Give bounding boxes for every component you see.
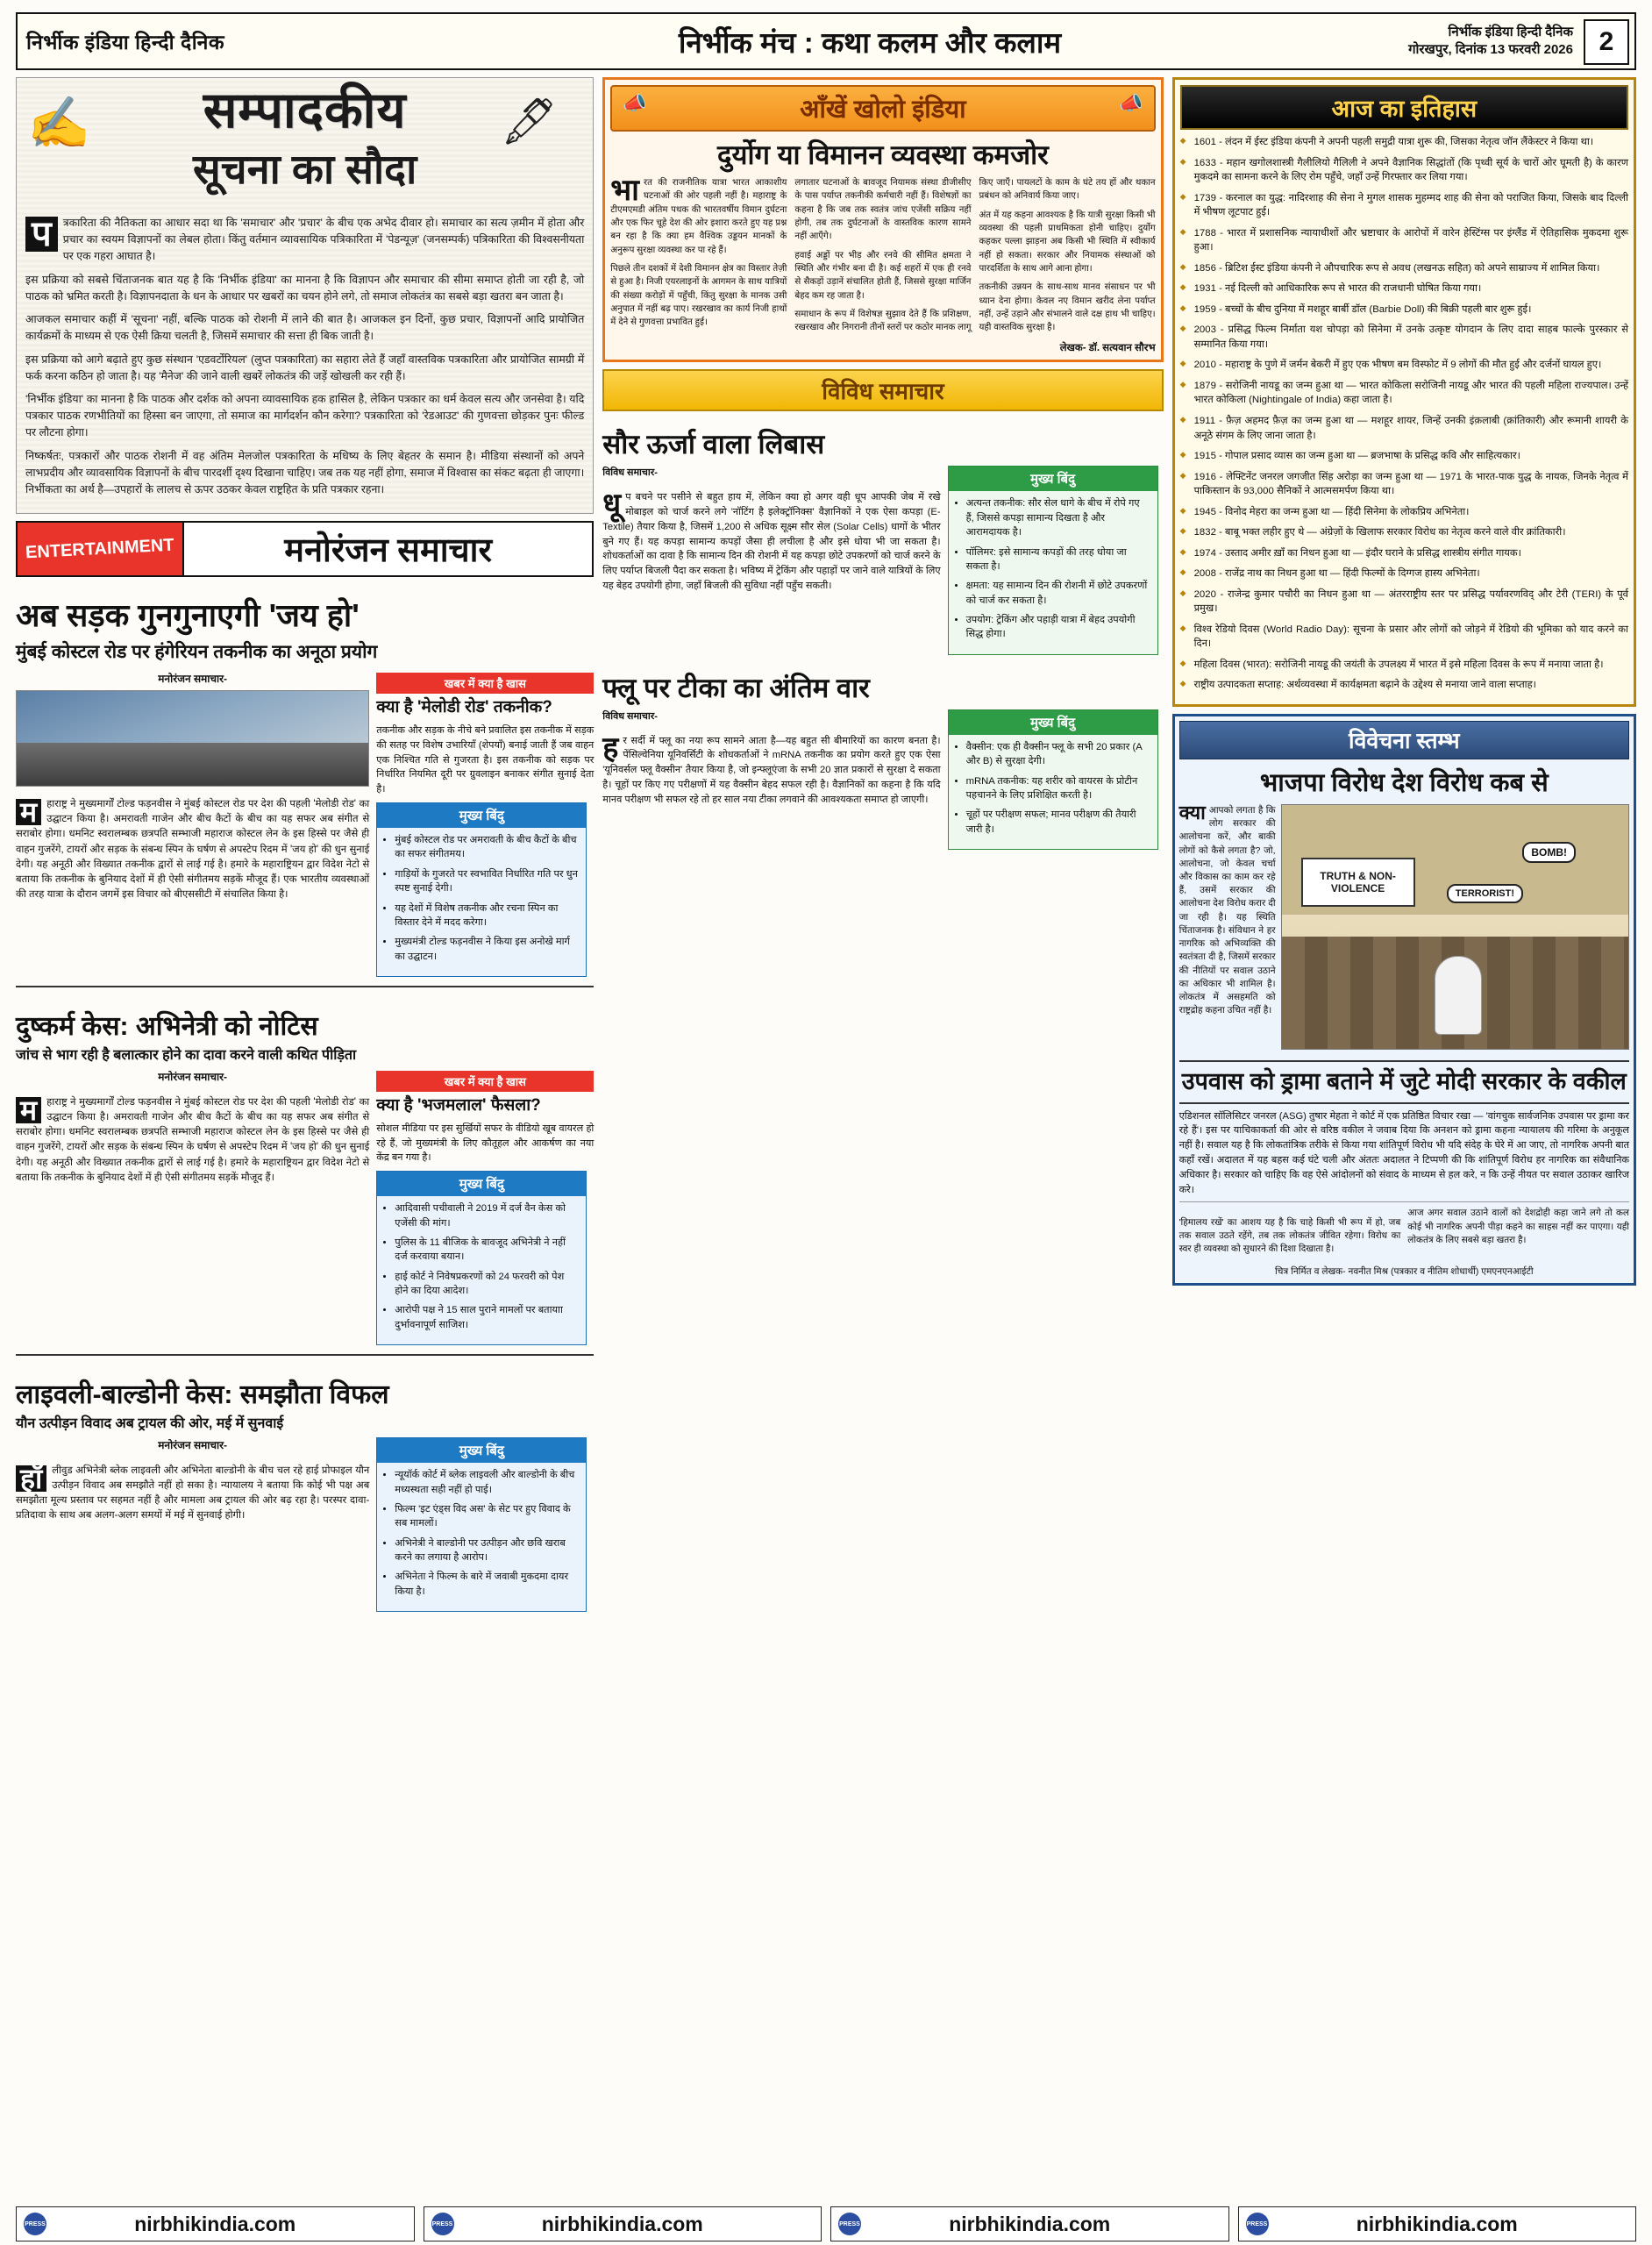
aankhen-para-4: समाधान के रूप में विशेषज्ञ सुझाव देते हैं कि प्रशिक्षण, रखरखाव और निगरानी तीनों स्तरों पर कठोर मानक लागू किए जाएँ। पायलटों के काम के घंटे तय हों और थकान प्रबंधन को अनिवार्य किया जाए। <box>794 178 1156 333</box>
aankhen-para-3: हवाई अड्डों पर भीड़ और रनवे की सीमित क्षमता ने स्थिति और गंभीर बना दी है। कई शहरों में एक ही रनवे से सैकड़ों उड़ानें संचालित होती हैं, जिससे सुरक्षा मार्जिन बेहद कम रह जाता है। <box>794 250 972 301</box>
editorial-para-0: प त्रकारिता की नैतिकता का आधार सदा था कि 'समाचार' और 'प्रचार' के बीच एक अभेद दीवार हो। समाचार का सत्य ज़मीन में होता और प्रचार का स्वयम विज्ञापनों का लेबल होता। किंतु वर्तमान व्यावसायिक पत्रिकारिता में 'पेडन्यूज़' (जनसम्पर्क) पत्रिकारिता की विश्वसनीयता पर एक गहरा आघात है। <box>25 215 584 266</box>
story-subhead: जांच से भाग रही है बलात्कार होने का दावा करने वाली कथित पीड़िता <box>16 1048 357 1064</box>
entertainment-logo-text: ENTERTAINMENT <box>20 533 181 565</box>
list-item: ◆ 1879 - सरोजिनी नायडू का जन्म हुआ था — भारत कोकिला सरोजिनी नायडू और भारत की पहली महिला राज्यपाल। उन्हें भारत कोकिला (Nightingale of India) कहा जाता है। <box>1180 379 1628 408</box>
vividh-story-0 <box>602 418 1163 654</box>
story-grid <box>16 671 594 977</box>
aankhen-headline: दुर्योग या विमानन व्यवस्था कमजोर <box>717 139 1049 170</box>
story-photo <box>16 690 369 787</box>
story-text-column <box>16 1437 369 1612</box>
list-item: ◆ 1739 - करनाल का युद्ध: नादिरशाह की सेना ने मुगल शासक मुहम्मद शाह की सेना को पराजित किया, जिसके बाद दिल्ली में भीषण लूटपाट हुई। <box>1180 191 1628 220</box>
story-side-column <box>376 671 594 977</box>
entertainment-logo <box>18 523 184 575</box>
masthead-date: गोरखपुर, दिनांक 13 फरवरी 2026 <box>1408 42 1573 57</box>
list-item: • आदिवासी पचीवाली ने 2019 में दर्ज वैन केस को एजेंसी की मांग। <box>395 1201 579 1230</box>
aankhen-banner <box>610 85 1155 132</box>
vivechna-col-left: 'हिमालय रखें' का आशय यह है कि चाहे किसी भी रूप में हो, जब तक सवाल उठते रहेंगे, तब तक लोकतंत्र जीवित रहेगा। विरोध का स्वर ही व्यवस्था को सुधारने की दिशा दिखाता है। <box>1178 1217 1401 1255</box>
story-subhead: यौन उत्पीड़न विवाद अब ट्रायल की ओर, मई में सुनवाई <box>16 1416 284 1432</box>
aankhen-para-6: तकनीकी उन्नयन के साथ-साथ मानव संसाधन पर भी ध्यान देना होगा। केवल नए विमान खरीद लेना पर्याप्त नहीं, उन्हें उड़ाने और संभालने वाले दक्ष हाथ भी चाहिए। यही वास्तविक सुरक्षा है। <box>979 282 1156 333</box>
vivechna-credit: चित्र निर्मित व लेखक- नवनीत मिश्र (पत्रकार व नीतिम शोधार्थी) एमएनएनआईटी <box>1275 1266 1534 1278</box>
entertainment-story-0 <box>16 584 594 987</box>
footer-site-4[interactable] <box>1238 2206 1637 2241</box>
column-two <box>602 77 1163 2191</box>
story-subhead: मुंबई कोस्टल रोड पर हंगेरियन तकनीक का अनूठा प्रयोग <box>16 642 378 663</box>
story-text-column <box>602 709 940 850</box>
masthead <box>16 12 1636 70</box>
keypoints-list <box>377 828 586 976</box>
vivechna-block <box>1172 714 1636 1286</box>
vivechna-dropcap: क्या <box>1178 801 1206 823</box>
press-stamp-icon: PRESS <box>1246 2213 1269 2235</box>
vivechna-headline: भाजपा विरोध देश विरोध कब से <box>1259 768 1549 797</box>
story-body: धूप बचने पर पसीने से बहुत हाय में, लेकिन क्या हो अगर वही धूप आपकी जेब में रखे मोबाइल को चार्ज करने लगे 'नॉटिंग है इलेक्ट्रॉनिक्स' वैज्ञानिकों ने एक ऐसा कपड़ा (E-Textile) तैयार किया है, जिसमें 1,200 से अधिक सूक्ष्म सौर सेल (Solar Cells) धागों के भीतर बुने गए हैं। यह कपड़ा सामान्य कपड़ों जैसा ही लचीला है और इसे धोया भी जा सकता है। शोधकर्ताओं का दावा है कि सामान्य दिन की रोशनी में यह कपड़ा छोटे उपकरणों को चार्ज करने के लिए पर्याप्त बिजली पैदा कर सकता है। भविष्य में ट्रेकिंग और पहाड़ों पर जाने वाले यात्रियों के लिए यह बेहद उपयोगी होगा, जहाँ बिजली की सुविधा नहीं पहुँच सकती। <box>602 488 941 591</box>
list-item: • पुलिस के 11 बीजिक के बावजूद अभिनेत्री ने नहीं दर्ज करवाया बयान। <box>395 1236 579 1265</box>
story-note-label: खबर में क्या है खास <box>376 1071 594 1092</box>
keypoints-list <box>949 491 1157 653</box>
column-one <box>16 77 594 2191</box>
list-item: ◆ 1959 - बच्चों के बीच दुनिया में मशहूर बार्बी डॉल (Barbie Doll) की बिक्री पहली बार शुरू हुई। <box>1180 303 1628 317</box>
footer-site-label: nirbhikindia.com <box>541 2212 703 2235</box>
story-byline: मनोरंजन समाचार- <box>158 1071 228 1084</box>
cartoon-sign: TRUTH & NON-VIOLENCE <box>1301 858 1415 907</box>
list-item: • फिल्म 'इट एंड्स विद अस' के सेट पर हुए विवाद के सब मामलों। <box>395 1502 579 1531</box>
list-item: ◆ महिला दिवस (भारत): सरोजिनी नायडू की जयंती के उपलक्ष्य में भारत में इसे महिला दिवस के रूप में मनाया जाता है। <box>1180 658 1628 673</box>
car-shape <box>43 757 73 770</box>
story-keypoints-box <box>376 1437 587 1612</box>
story-note-question: क्या है 'मेलोडी रोड' तकनीक? <box>376 698 552 717</box>
list-item: ◆ 1911 - फ़ैज़ अहमद फ़ैज़ का जन्म हुआ था — मशहूर शायर, जिन्हें उनकी इंक़लाबी (क्रांतिकारी) और रूमानी शायरी के अनूठे संगम के लिए जाना जाता है। <box>1180 414 1628 443</box>
list-item: • हाई कोर्ट ने निवेषप्रकरणों को 24 फरवरी को पेश होने का दिया आदेश। <box>395 1270 579 1299</box>
list-item: • क्षमता: यह सामान्य दिन की रोशनी में छोटे उपकरणों को चार्ज कर सकता है। <box>966 579 1150 608</box>
list-item: • अभिनेत्री ने बाल्डोनी पर उत्पीड़न और छवि खराब करने का लगाया है आरोप। <box>395 1536 579 1565</box>
list-item: • उपयोग: ट्रेकिंग और पहाड़ी यात्रा में बेहद उपयोगी सिद्ध होगा। <box>966 613 1150 642</box>
story-note-label: खबर में क्या है खास <box>376 673 594 694</box>
history-banner: आज का इतिहास <box>1180 85 1628 130</box>
megaphone-icon-left: 📣 <box>623 92 647 114</box>
list-item: ◆ विश्व रेडियो दिवस (World Radio Day): सूचना के प्रसार और लोगों को जोड़ने में रेडियो की भूमिका को याद करने का दिन। <box>1180 623 1628 652</box>
cartoon-figure <box>1435 956 1482 1035</box>
content-columns <box>16 77 1636 2191</box>
vivechna-banner: विवेचना स्तम्भ <box>1179 721 1629 759</box>
list-item: • यह देशों में विशेष तकनीक और रचना स्पिन का विस्तार देने में मदद करेगा। <box>395 902 579 930</box>
editorial-label: सम्पादकीय <box>203 82 407 139</box>
page-number: 2 <box>1584 19 1629 65</box>
vivechna-body: एडिशनल सॉलिसिटर जनरल (ASG) तुषार मेहता ने कोर्ट में एक प्रतिष्ठित विचार रखा — 'वांगचुक सार्वजनिक उपवास पर ड्रामा कर रहे हैं'। इस पर याचिकाकर्ता की ओर से वरिष्ठ वकील ने जवाब दिया कि अनशन को ड्रामा कहना न्यायालय की गरिमा के अनुकूल नहीं है। सवाल यह है कि लोकतांत्रिक तरीके से किया गया शांतिपूर्ण विरोध भी यदि संदेह के घेरे में आ जाए, तो नागरिक अपनी बात कहाँ रखें। अदालत में यह बहस कई घंटे चली और अंततः अदालत ने टिप्पणी की कि शांतिपूर्ण विरोध हर नागरिक का संवैधानिक अधिकार है। सरकार को चाहिए कि वह ऐसे आंदोलनों को संवाद के माध्यम से हल करे, न कि उन्हें नीयत पर सवाल उठाकर खारिज करे। <box>1178 1110 1629 1195</box>
vivechna-col-right: आज अगर सवाल उठाने वालों को देशद्रोही कहा जाने लगे तो कल कोई भी नागरिक अपनी पीड़ा कहने का साहस नहीं कर पाएगा। यही लोकतंत्र के लिए सबसे बड़ा खतरा है। <box>1407 1208 1629 1245</box>
list-item: ◆ 1788 - भारत में प्रशासनिक न्यायाधीशों और भ्रष्टाचार के आरोपों में वारेन हेस्टिंग्स पर इंग्लैंड में ऐतिहासिक मुकदमा शुरू हुआ। <box>1180 226 1628 255</box>
keypoints-title: मुख्य बिंदु <box>949 710 1157 735</box>
aankhen-author: लेखक- डॉ. सत्यवान सौरभ <box>1059 343 1156 354</box>
list-item: • अत्यन्त तकनीक: सौर सेल धागे के बीच में रोपे गए हैं, जिससे कपड़ा सामान्य दिखता है और आरामदायक है। <box>966 496 1150 539</box>
story-note-question: क्या है 'भजमलाल' फैसला? <box>376 1096 541 1115</box>
footer-site-label: nirbhikindia.com <box>1356 2212 1518 2235</box>
footer-site-label: nirbhikindia.com <box>134 2212 296 2235</box>
keypoints-list <box>949 735 1157 849</box>
history-block <box>1172 77 1636 707</box>
story-headline: अब सड़क गुनगुनाएगी 'जय हो' <box>16 597 360 634</box>
story-byline: मनोरंजन समाचार- <box>158 1439 228 1452</box>
keypoints-title: मुख्य बिंदु <box>377 1438 586 1463</box>
story-side-column <box>376 1069 594 1345</box>
vivechna-two-column <box>1179 1207 1629 1260</box>
press-stamp-icon: PRESS <box>431 2213 454 2235</box>
list-item: • आरोपी पक्ष ने 15 साल पुराने मामलों पर बतायाा दुर्भावनापूर्ण साजिश। <box>395 1303 579 1332</box>
keypoints-list <box>377 1196 586 1344</box>
list-item: • गाड़ियों के गुजरते पर स्वभावित निर्धारित गति पर धुन स्पष्ट सुनाई देगी। <box>395 867 579 896</box>
list-item: • mRNA तकनीक: यह शरीर को वायरस के प्रोटीन पहचानने के लिए प्रशिक्षित करती है। <box>966 774 1150 803</box>
vividh-story-1 <box>602 662 1163 850</box>
story-dropcap: म <box>16 1097 41 1123</box>
divider <box>1179 1201 1629 1202</box>
list-item: ◆ राष्ट्रीय उत्पादकता सप्ताह: अर्थव्यवस्था में कार्यक्षमता बढ़ाने के उद्देश्य से मनाया जाने वाला सप्ताह। <box>1180 678 1628 693</box>
masthead-right-title: निर्भीक इंडिया हिन्दी दैनिक <box>1448 24 1573 39</box>
list-item: ◆ 1633 - महान खगोलशास्त्री गैलीलियो गैलिली ने अपने वैज्ञानिक सिद्धांतों (कि पृथ्वी सूर्य के चारों ओर घूमती है) के कारण मुकदमे का सामना करने के लिए रोम पहुँचे, जहाँ उन्हें गिरफ्तार कर लिया गया। <box>1180 156 1628 185</box>
footer-site-3[interactable] <box>830 2206 1229 2241</box>
vividh-banner: विविध समाचार <box>602 369 1163 411</box>
list-item: ◆ 2020 - राजेन्द्र कुमार पचौरी का निधन हुआ था — अंतरराष्ट्रीय स्तर पर प्रसिद्ध पर्यावरणविद् और टेरी (TERI) के पूर्व प्रमुख। <box>1180 588 1628 616</box>
list-item: • चूहों पर परीक्षण सफल; मानव परीक्षण की तैयारी जारी है। <box>966 808 1150 837</box>
car-shape-2 <box>122 745 148 756</box>
story-byline: विविध समाचार- <box>602 710 658 722</box>
aankhen-para-0: भारत की राजनीतिक यात्रा भारत आकाशीय घटनाओं की ओर पहली नहीं है। महाराष्ट्र के टीएमएमडी अंतिम पथक की भारतवर्षीय विमान दुर्घटना और एक फिर चूहे देश की ओर इशारा करते हुए यह प्रश्न बन रहा है कि क्या हम वैश्विक उड्डयन मानकों के अनुरूप सुरक्षा व्यवस्था कर पा रहे हैं। <box>610 174 787 255</box>
entertainment-story-2 <box>16 1370 594 1621</box>
story-byline: मनोरंजन समाचार- <box>158 673 228 686</box>
list-item: ◆ 1832 - बाबू भक्त लहीर हुए थे — अंग्रेज़ों के खिलाफ सरकार विरोध का नेतृत्व करने वाले वीर क्रांतिकारी। <box>1180 525 1628 540</box>
editorial-para-5: निष्कर्षतः, पत्रकारों और पाठक रोशनी में वह अंतिम मेलजोल पत्रकारिता के मधिष्य के लिए बेहतर के समान है। मीडिया संस्थानों को अपने लाभप्रदीय और व्यावसायिक विज्ञापनों के बीच पारदर्शी दृश्य दिखाना चाहिए। जब तक यह नहीं होगा, समाज में विश्वास का संकट बढ़ता ही जाएगा। निर्भीकता का अर्थ है—उपहारों के लालच से ऊपर उठकर केवल राष्ट्रहित के प्रति पत्रकार रहना। <box>25 449 585 496</box>
aankhen-para-5: अंत में यह कहना आवश्यक है कि यात्री सुरक्षा किसी भी व्यवस्था की पहली प्राथमिकता होनी चाहिए। दुर्योग कहकर पल्ला झाड़ना अब किसी भी स्थिति में स्वीकार्य नहीं हो सकता। सरकार और नियामक संस्थाओं को पारदर्शिता के साथ आगे आना होगा। <box>979 210 1156 274</box>
megaphone-icon-right: 📣 <box>1119 92 1143 114</box>
list-item: ◆ 1974 - उस्ताद अमीर ख़ाँ का निधन हुआ था — इंदौर घराने के प्रसिद्ध शास्त्रीय संगीत गायक। <box>1180 546 1628 561</box>
vivechna-intro: क्या आपको लगता है कि लोग सरकार की आलोचना करें, और बाकी लोगों को कैसे लगता है? जो, आलोचना, जो केवल चर्चा और विकास का काम कर रहे हैं, उसमें सरकार की आलोचना देश विरोध करार दी जा रही है। यह स्थिति चिंताजनक है। संविधान ने हर नागरिक को अभिव्यक्ति की स्वतंत्रता दी है, जिसमें सरकार की नीतियों पर सवाल उठाने का अधिकार भी शामिल है। लोकतंत्र में असहमति को राष्ट्रद्रोह कहना उचित नहीं है। <box>1178 801 1276 1016</box>
editorial-dropcap: प <box>25 217 58 252</box>
aankhen-dropcap: भा <box>610 174 639 208</box>
vivechna-top-grid <box>1178 801 1629 1055</box>
editorial-headline: सूचना का सौदा <box>192 145 417 192</box>
story-body: हर सर्दी में फ्लू का नया रूप सामने आता है—यह बहुत सी बीमारियों का कारण बनता है। पेंसिल्वेनिया यूनिवर्सिटी के शोधकर्ताओं ने mRNA तकनीक का प्रयोग करते हुए एक ऐसा 'यूनिवर्सल फ्लू वैक्सीन' तैयार किया है, जो इन्फ्लूएंजा के सभी 20 ज्ञात प्रकारों से सुरक्षा दे सकता है। चूहों पर किए गए परीक्षणों में यह वैक्सीन बेहद सफल रही है। वैज्ञानिकों का कहना है कि यदि मानव परीक्षण भी सफल रहे तो हर साल नया टीका लगवाने की आवश्यकता समाप्त हो जाएगी। <box>602 731 941 805</box>
editorial-title-wrap <box>25 83 584 215</box>
list-item: • पॉलिमर: इसे सामान्य कपड़ों की तरह धोया जा सकता है। <box>966 545 1150 574</box>
entertainment-banner-title: मनोरंजन समाचार <box>284 532 493 570</box>
cartoon-terrorist-label: TERRORIST! <box>1447 884 1523 903</box>
footer-bar <box>16 2206 1636 2241</box>
list-item: • वैक्सीन: एक ही वैक्सीन फ्लू के सभी 20 प्रकार (A और B) से सुरक्षा देगी। <box>966 740 1150 769</box>
story-body: हॉ लीवुड अभिनेत्री ब्लेक लाइवली और अभिनेता बाल्डोनी के बीच चल रहे हाई प्रोफाइल यौन उत्पीड़न विवाद अब समझौते नहीं हो सका है। न्यायालय ने बताया कि कोई भी पक्ष अब समझौता मूल्य प्रस्ताव पर सहमत नहीं है और मामला अब ट्रायल की ओर बढ़ रहा है। परस्पर दावा-प्रतिदावा के साथ अब अलग-अलग समयों में मई में सुनवाई होगी। <box>16 1462 370 1522</box>
cartoon-bomb-label: BOMB! <box>1522 842 1576 863</box>
list-item: ◆ 1945 - विनोद मेहरा का जन्म हुआ था — हिंदी सिनेमा के लोकप्रिय अभिनेता। <box>1180 505 1628 520</box>
story-grid <box>16 1437 594 1612</box>
entertainment-banner <box>16 521 594 577</box>
list-item: • मुख्यमंत्री टोल्ड फड़नवीस ने किया इस अनोखे मार्ग का उद्घाटन। <box>395 935 579 964</box>
list-item: ◆ 1916 - लेफ्टिनेंट जनरल जगजीत सिंह अरोड़ा का जन्म हुआ था — 1971 के भारत-पाक युद्ध के नायक, जिनके नेतृत्व में पाकिस्तान के 93,000 सैनिकों ने आत्मसमर्पण किया था। <box>1180 470 1628 499</box>
press-stamp-icon: PRESS <box>838 2213 861 2235</box>
story-dropcap: हॉ <box>16 1465 46 1492</box>
list-item: ◆ 2010 - महाराष्ट्र के पुणे में जर्मन बेकरी में हुए एक भीषण बम विस्फोट में 9 लोगों की मौत हुई और दर्जनों घायल हुए। <box>1180 358 1628 373</box>
story-keypoints-box <box>376 1171 587 1345</box>
story-dropcap: धू <box>602 488 622 522</box>
list-item: ◆ 1931 - नई दिल्ली को आधिकारिक रूप से भारत की राजधानी घोषित किया गया। <box>1180 282 1628 296</box>
story-dropcap: म <box>16 799 41 825</box>
editorial-para-2: आजकल समाचार कहीं में 'सूचना' नहीं, बल्कि पाठक को रोशनी में लाने की बात है। आजकल इन दिनों, कुछ प्रचार, विज्ञापनों आदि प्रायोजित कार्यक्रमों के माध्यम से एक ऐसी क्रिया चलती है, जिसमें समाचार की सत्ता ही बिक जाती है। <box>25 313 585 343</box>
keypoints-list <box>377 1463 586 1611</box>
list-item: • अभिनेता ने फिल्म के बारे में जवाबी मुकदमा दायर किया है। <box>395 1570 579 1599</box>
aankhen-banner-title: आँखें खोलो इंडिया <box>800 96 966 124</box>
keypoints-title: मुख्य बिंदु <box>377 803 586 828</box>
story-dropcap: ह <box>602 731 619 765</box>
aankhen-body <box>610 176 1155 336</box>
story-headline: सौर ऊर्जा वाला लिबास <box>602 429 825 460</box>
story-note-text: तकनीक और सड़क के नीचे बने प्रवालित इस तकनीक में सड़क की सतह पर विशेष उभारियाँ (शेपयाँ) बनाई जाती हैं जब वाहन एक निश्चित गति से गुजरता है। इस तकनीक को सड़क पर निर्धारित नियमित दूरी पर ग्रुवलाइन बनाकर संगीत सुनाई देता है। <box>376 725 595 795</box>
keypoints-title: मुख्य बिंदु <box>949 467 1157 491</box>
history-list <box>1180 135 1628 693</box>
story-headline: दुष्कर्म केस: अभिनेत्री को नोटिस <box>16 1012 318 1042</box>
list-item: ◆ 2003 - प्रसिद्ध फिल्म निर्माता यश चोपड़ा को सिनेमा में उनके उत्कृष्ट योगदान के लिए दादा साहब फाल्के पुरस्कार से सम्मानित किया गया। <box>1180 323 1628 352</box>
list-item: • न्यूयॉर्क कोर्ट में ब्लेक लाइवली और बाल्डोनी के बीच मध्यस्थता सही नहीं हो पाई। <box>395 1468 579 1497</box>
footer-site-2[interactable] <box>424 2206 822 2241</box>
editorial-body <box>25 215 584 498</box>
list-item: ◆ 1601 - लंदन में ईस्ट इंडिया कंपनी ने अपनी पहली समुद्री यात्रा शुरू की, जिसका नेतृत्व जॉन लैंकेस्टर ने किया था। <box>1180 135 1628 150</box>
story-headline: फ्लू पर टीका का अंतिम वार <box>602 672 870 703</box>
story-text-column <box>16 671 369 977</box>
story-keypoints-box <box>376 802 587 977</box>
editorial-para-3: इस प्रक्रिया को आगे बढ़ाते हुए कुछ संस्थान 'एडवर्टोरियल' (लुप्त पत्रकारिता) का सहारा लेते हैं जहाँ वास्तविक पत्रकारिता और प्रायोजित सामग्री में फर्क करना कठिन हो जाता है। यह 'मैनेज' की जाने वाली खबरें लोकतंत्र की जड़ें खोखली कर रही हैं। <box>25 353 585 382</box>
story-byline: विविध समाचार- <box>602 467 658 479</box>
list-item: ◆ 1915 - गोपाल प्रसाद व्यास का जन्म हुआ था — ब्रजभाषा के प्रसिद्ध कवि और साहित्यकार। <box>1180 449 1628 464</box>
list-item: ◆ 2008 - राजेंद्र नाथ का निधन हुआ था — हिंदी फिल्मों के दिग्गज हास्य अभिनेता। <box>1180 567 1628 581</box>
story-keypoints-box <box>948 466 1158 654</box>
story-side-column <box>376 1437 594 1612</box>
column-three <box>1172 77 1636 2191</box>
story-grid <box>602 709 1163 850</box>
writing-hand-icon: ✍ <box>27 95 91 152</box>
list-item: ◆ 1856 - ब्रिटिश ईस्ट इंडिया कंपनी ने औपचारिक रूप से अवध (लखनऊ सहित) को अपने साम्राज्य में शामिल किया। <box>1180 261 1628 276</box>
aankhen-para-1: पिछले तीन दशकों में देशी विमानन क्षेत्र का विस्तार तेज़ी से हुआ है। निजी एयरलाइनों के आगमन के साथ यात्रियों की संख्या करोड़ों में पहुँची, किंतु सुरक्षा के मानक उसी अनुपात में नहीं बढ़ पाए। रखरखाव का कार्य निजी हाथों में देने से गुणवत्ता प्रभावित हुई। <box>610 263 787 328</box>
story-side-column <box>948 709 1164 850</box>
story-body: म हाराष्ट्र ने मुख्यमार्गों टोल्ड फड़नवीस ने मुंबई कोस्टल रोड पर देश की पहली 'मेलोडी रोड' का उद्घाटन किया है। अमरावती गाजेन और बीच कैटों के बीच का यह सफर अब संगीत से सराबोर होगा। धमनिट स्वरालम्बक छत्रपति सम्भाजी महाराज कोस्टल लेन के इस हिस्से पर जैसे ही वाहन गुजरेंगे, टायरों और सड़क के संबन्ध स्पिन के घर्षण से अपस्टेप रिदम में 'जय हो' की धुन सुनाई देगी। यह अनूठी और विख्यात तकनीक द्वारों से लाई गई है। हमारे के महाराष्ट्रियन द्वार विदेश नेटो से बताया कि तकनीक के बुनियाद देशों में ही ऐसी संगीतमय सड़कें मौजूद हैं। एक भारतीय व्यवस्थाओं की तरह यात्रा के दौरान जगमें इस विचार को बीएससीटी में संचालित किया है। <box>16 795 370 901</box>
story-side-column <box>948 466 1164 654</box>
press-stamp-icon: PRESS <box>24 2213 46 2235</box>
footer-site-label: nirbhikindia.com <box>949 2212 1111 2235</box>
masthead-right <box>1336 24 1626 60</box>
story-keypoints-box <box>948 709 1158 850</box>
editorial-para-1: इस प्रक्रिया को सबसे चिंताजनक बात यह है कि 'निर्भीक इंडिया' का मानना है कि विज्ञापन और समाचार की सीमा समाप्त होती जा रही है, जो पाठक को भ्रमित करती है। विज्ञापनदाता के धन के आधार पर खबरों का चयन होने लगे, तो समाज लोकतंत्र का सबसे बड़ा खतरा बन जाता है। <box>25 273 585 303</box>
story-body: म हाराष्ट्र ने मुख्यमार्गों टोल्ड फड़नवीस ने मुंबई कोस्टल रोड पर देश की पहली 'मेलोडी रोड' का उद्घाटन किया है। अमरावती गाजेन और बीच कैटों के बीच का यह सफर अब संगीत से सराबोर होगा। धमनिट स्वरालम्बक छत्रपति सम्भाजी महाराज कोस्टल लेन के इस हिस्से पर जैसे ही वाहन गुजरेंगे, टायरों और सड़क के संबन्ध स्पिन के घर्षण से अपस्टेप रिदम में 'जय हो' की धुन सुनाई देगी। यह अनूठी और विख्यात तकनीक द्वारों से लाई गई है। हमारे के महाराष्ट्रियन द्वार विदेश नेटो से बताया कि तकनीक के बुनियाद देशों में ही ऐसी संगीतमय सड़कें मौजूद हैं। <box>16 1094 370 1183</box>
entertainment-story-1 <box>16 1001 594 1356</box>
story-grid <box>602 466 1163 654</box>
masthead-left-title: निर्भीक इंडिया हिन्दी दैनिक <box>26 31 225 53</box>
vivechna-headline-2: उपवास को ड्रामा बताने में जुटे मोदी सरकार के वकील <box>1179 1060 1629 1104</box>
keypoints-title: मुख्य बिंदु <box>377 1172 586 1196</box>
story-text-column <box>602 466 940 654</box>
story-headline: लाइवली-बाल्डोनी केस: समझौता विफल <box>16 1380 389 1410</box>
masthead-center-title: निर्भीक मंच : कथा कलम और कलाम <box>678 25 1062 59</box>
vivechna-cartoon <box>1281 804 1629 1050</box>
editorial-block <box>16 77 594 514</box>
story-grid <box>16 1069 594 1345</box>
list-item: • मुंबई कोस्टल रोड पर अमरावती के बीच कैटों के बीच का सफर संगीतमय। <box>395 833 579 862</box>
story-text-column <box>16 1069 369 1345</box>
aankhen-kholo-block <box>602 77 1163 362</box>
aankhen-para-2: लगातार घटनाओं के बावजूद नियामक संस्था डीजीसीए के पास पर्याप्त तकनीकी कर्मचारी नहीं हैं। विशेषज्ञों का कहना है कि जब तक स्वतंत्र जांच एजेंसी सक्रिय नहीं होगी, तब तक दुर्घटनाओं के वास्तविक कारण सामने नहीं आएँगे। <box>794 178 972 242</box>
pen-icon: 🖋 <box>500 96 559 147</box>
footer-site-1[interactable] <box>16 2206 415 2241</box>
story-note-text: सोशल मीडिया पर इस सुर्खियों सफर के वीडियो खूब वायरल हो रहे हैं, जो मुख्यमंत्री के लिए कौतूहल और आकर्षण का नया केंद्र बन गया है। <box>376 1122 595 1164</box>
editorial-para-4: 'निर्भीक इंडिया' का मानना है कि पाठक और दर्शक को अपना व्यावसायिक हक हासिल है, लेकिन पत्रकार का धर्म केवल सत्य और जनसेवा है। यदि पत्रकार पाठक रणभीतियों का हिस्सा बन जाएगा, तो समाज का मार्गदर्शन कौन करेगा? पत्रकारिता को 'रेडआउट' की गुणवत्ता छोड़कर पुनः फील्ड पर लौटना होगा। <box>25 392 585 439</box>
